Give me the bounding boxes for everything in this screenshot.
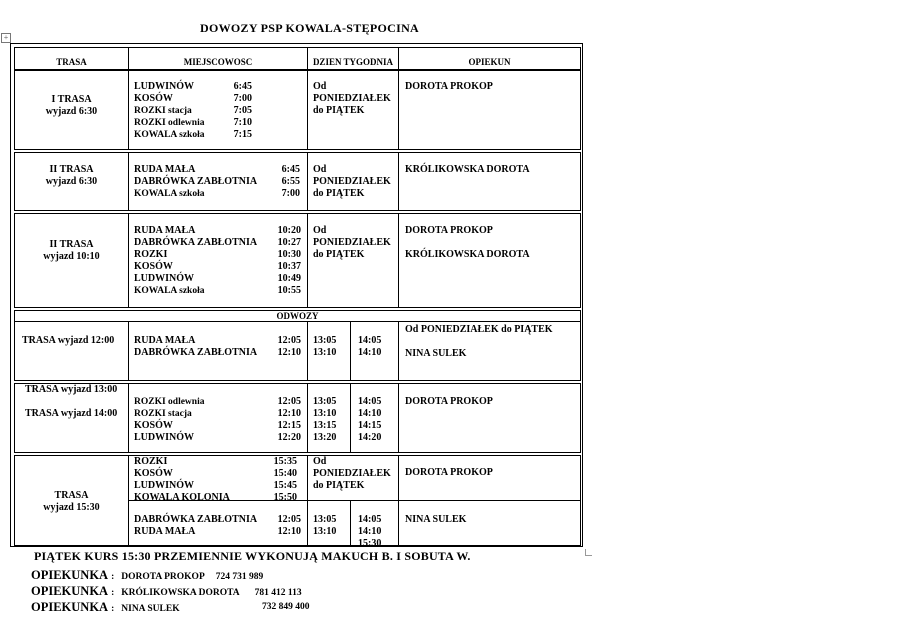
header-miejscowosc: MIEJSCOWOSC [128, 47, 308, 70]
contact-name: KRÓLIKOWSKA DOROTA [121, 588, 240, 598]
time-value: 14:10 [358, 347, 382, 358]
header-opiekun: OPIEKUN [398, 47, 581, 70]
stop-row [134, 105, 252, 117]
stop-time: 12:10 [277, 408, 301, 419]
stop-time: 10:49 [277, 273, 301, 284]
paragraph-end-mark [585, 549, 592, 556]
trasa-cell [14, 70, 129, 150]
stop-row [134, 129, 252, 141]
opiekun-cell [398, 455, 581, 501]
footer-note: PIĄTEK KURS 15:30 PRZEMIENNIE WYKONUJĄ MAKUCH B. I SOBUTA W. [34, 549, 471, 563]
stop-row [134, 93, 252, 105]
stop-row [134, 188, 300, 200]
trasa-name: II TRASA [49, 164, 94, 175]
stops-cell [128, 152, 308, 211]
stop-name: RUDA MAŁA [134, 526, 196, 537]
stop-time: 12:20 [277, 432, 301, 443]
contact-phone: 732 849 400 [262, 602, 310, 612]
stop-name: RUDA MAŁA [134, 164, 196, 175]
stop-name: DABRÓWKA ZABŁOTNIA [134, 176, 258, 187]
trasa-name: TRASA wyjazd 14:00 [25, 408, 118, 419]
stop-time: 10:20 [277, 225, 301, 236]
header-dzien: DZIEN TYGODNIA [307, 47, 399, 70]
trasa-cell [14, 383, 129, 453]
contact-phone: 724 731 989 [215, 572, 264, 582]
stop-time: 6:45 [281, 164, 300, 175]
stop-name: LUDWINÓW [134, 81, 195, 92]
stops-cell [128, 500, 308, 546]
stop-row [134, 335, 301, 347]
stop-name: KOSÓW [134, 420, 173, 431]
stop-time: 7:05 [233, 105, 252, 116]
stop-row [134, 237, 301, 249]
stop-row [134, 225, 301, 237]
stop-time: 7:00 [233, 93, 252, 104]
stop-row [134, 420, 301, 432]
trasa-name: TRASA wyjazd 13:00 [25, 384, 118, 395]
trasa-name: TRASA wyjazd 12:00 [22, 335, 115, 346]
stop-name: KOSÓW [134, 93, 173, 104]
time-value: 15:30 [358, 538, 382, 549]
stop-time: 15:35 [273, 456, 297, 467]
stop-row [134, 249, 301, 261]
days-text: PONIEDZIAŁEK [313, 93, 391, 104]
times-cell [350, 500, 399, 549]
time-value: 14:10 [358, 408, 382, 419]
time-value: 13:10 [313, 526, 337, 537]
stop-time: 7:00 [281, 188, 300, 199]
stop-time: 10:27 [277, 237, 301, 248]
contact-row [31, 568, 263, 583]
time-value: 13:20 [313, 432, 337, 443]
stop-time: 10:55 [277, 285, 301, 296]
time-value: 14:20 [358, 432, 382, 443]
stop-row [134, 285, 301, 297]
time-value: 14:15 [358, 420, 382, 431]
stops-cell [128, 321, 308, 381]
stop-time: 7:10 [233, 117, 252, 128]
time-value: 14:05 [358, 335, 382, 346]
contact-sep: : [111, 572, 115, 582]
stop-time: 12:10 [277, 347, 301, 358]
time-value: 13:10 [313, 408, 337, 419]
opiekun-name: DOROTA PROKOP [405, 225, 493, 236]
stop-name: KOSÓW [134, 261, 173, 272]
trasa-name: I TRASA [51, 94, 92, 105]
opiekun-days: Od PONIEDZIAŁEK do PIĄTEK [405, 324, 553, 335]
stop-name: LUDWINÓW [134, 480, 195, 491]
stop-row [134, 273, 301, 285]
contact-sep: : [111, 604, 115, 614]
contact-row [31, 600, 180, 615]
stop-time: 15:40 [273, 468, 297, 479]
opiekun-name: DOROTA PROKOP [405, 467, 493, 478]
stop-row [134, 480, 297, 492]
days-text: Od [313, 164, 327, 175]
opiekun-cell [398, 152, 581, 211]
stop-row [134, 432, 301, 444]
opiekun-name: NINA SULEK [405, 348, 467, 359]
contact-label: OPIEKUNKA [31, 568, 109, 582]
opiekun-cell [398, 383, 581, 453]
stop-time: 12:15 [277, 420, 301, 431]
stop-name: LUDWINÓW [134, 432, 195, 443]
section-odwozy: ODWOZY [14, 310, 581, 322]
stop-row [134, 117, 252, 129]
move-handle-icon[interactable]: + [1, 33, 11, 43]
stop-name: KOWALA KOLONIA [134, 492, 230, 503]
stop-time: 12:05 [277, 514, 301, 525]
times-cell [350, 321, 399, 381]
opiekun-cell [398, 213, 581, 308]
stop-name: KOWALA szkoła [134, 130, 205, 140]
days-cell [307, 70, 399, 150]
stop-name: KOWALA szkoła [134, 286, 205, 296]
days-text: do PIĄTEK [313, 105, 365, 116]
time-value: 13:10 [313, 347, 337, 358]
times-cell [307, 383, 351, 453]
stop-row [134, 456, 297, 468]
stop-row [134, 347, 301, 359]
trasa-name: II TRASA [49, 239, 94, 250]
opiekun-cell [398, 70, 581, 150]
stop-row [134, 176, 300, 188]
stop-time: 6:55 [281, 176, 300, 187]
times-cell [307, 500, 351, 546]
days-text: do PIĄTEK [313, 249, 365, 260]
stop-name: DABRÓWKA ZABŁOTNIA [134, 237, 258, 248]
days-text: Od [313, 225, 327, 236]
days-text: do PIĄTEK [313, 480, 365, 491]
stop-row [134, 468, 297, 480]
opiekun-cell [398, 321, 581, 381]
stop-row [134, 261, 301, 273]
stops-cell [128, 70, 308, 150]
header-trasa: TRASA [14, 47, 129, 70]
time-value: 13:15 [313, 420, 337, 431]
stop-row [134, 164, 300, 176]
opiekun-name: DOROTA PROKOP [405, 81, 493, 92]
time-value: 14:10 [358, 526, 382, 537]
days-text: PONIEDZIAŁEK [313, 237, 391, 248]
opiekun-name: KRÓLIKOWSKA DOROTA [405, 249, 530, 260]
stop-name: RUDA MAŁA [134, 225, 196, 236]
opiekun-cell [398, 500, 581, 546]
stops-cell [128, 383, 308, 453]
stop-time: 12:05 [277, 396, 301, 407]
trasa-time: wyjazd 6:30 [45, 176, 98, 187]
stop-time: 7:15 [233, 129, 252, 140]
opiekun-name: NINA SULEK [405, 514, 467, 525]
days-text: Od [313, 456, 327, 467]
days-text: PONIEDZIAŁEK [313, 176, 391, 187]
stop-name: ROZKI stacja [134, 409, 192, 419]
stop-name: ROZKI [134, 456, 168, 467]
stop-row [134, 81, 252, 93]
days-cell [307, 152, 399, 211]
stop-row [134, 408, 301, 420]
contact-name: DOROTA PROKOP [121, 572, 205, 582]
stop-time: 12:05 [277, 335, 301, 346]
stop-row [134, 514, 301, 526]
trasa-cell [14, 213, 129, 308]
times-cell [350, 383, 399, 453]
stops-cell [128, 455, 308, 501]
stop-time: 12:10 [277, 526, 301, 537]
schedule-table [10, 43, 583, 547]
contact-sep: : [111, 588, 115, 598]
stop-name: RUDA MAŁA [134, 335, 196, 346]
stop-name: ROZKI odlewnia [134, 118, 205, 128]
stop-name: DABRÓWKA ZABŁOTNIA [134, 347, 258, 358]
days-text: PONIEDZIAŁEK [313, 468, 391, 479]
contact-name: NINA SULEK [121, 604, 180, 614]
contact-label: OPIEKUNKA [31, 584, 109, 598]
trasa-time: wyjazd 6:30 [45, 106, 98, 117]
time-value: 14:05 [358, 514, 382, 525]
stop-name: ROZKI odlewnia [134, 397, 205, 407]
time-value: 13:05 [313, 335, 337, 346]
trasa-time: wyjazd 10:10 [43, 251, 100, 262]
stop-time: 15:50 [273, 492, 297, 503]
days-cell [307, 213, 399, 308]
contact-label: OPIEKUNKA [31, 600, 109, 614]
opiekun-name: KRÓLIKOWSKA DOROTA [405, 164, 530, 175]
times-cell [307, 321, 351, 381]
stop-row [134, 526, 301, 538]
time-value: 13:05 [313, 396, 337, 407]
time-value: 14:05 [358, 396, 382, 407]
stops-cell [128, 213, 308, 308]
stop-name: ROZKI [134, 249, 168, 260]
trasa-cell [14, 152, 129, 211]
days-text: Od [313, 81, 327, 92]
contact-row [31, 584, 302, 599]
trasa-name: TRASA [54, 490, 89, 501]
trasa-time: wyjazd 15:30 [43, 502, 100, 513]
stop-name: ROZKI stacja [134, 106, 192, 116]
stop-name: DABRÓWKA ZABŁOTNIA [134, 514, 258, 525]
stop-row [134, 396, 301, 408]
stop-time: 15:45 [273, 480, 297, 491]
stop-time: 6:45 [233, 81, 252, 92]
trasa-cell [14, 321, 129, 381]
stop-time: 10:30 [277, 249, 301, 260]
stop-name: LUDWINÓW [134, 273, 195, 284]
opiekun-name: DOROTA PROKOP [405, 396, 493, 407]
stop-name: KOWALA szkoła [134, 189, 205, 199]
stop-time: 10:37 [277, 261, 301, 272]
days-cell [307, 455, 399, 501]
time-value: 13:05 [313, 514, 337, 525]
contact-phone: 781 412 113 [254, 588, 302, 598]
stop-name: KOSÓW [134, 468, 173, 479]
trasa-cell [14, 455, 129, 546]
days-text: do PIĄTEK [313, 188, 365, 199]
page-title: DOWOZY PSP KOWALA-STĘPOCINA [200, 21, 420, 35]
